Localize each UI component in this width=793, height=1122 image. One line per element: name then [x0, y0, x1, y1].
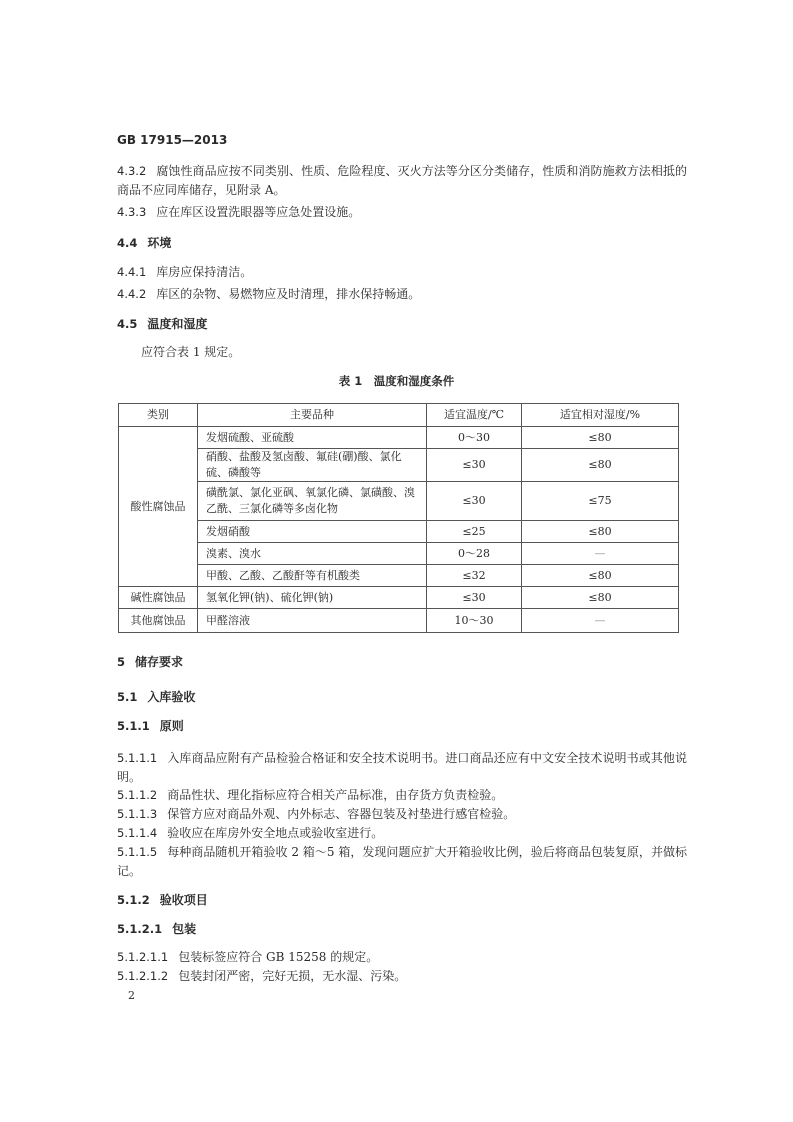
section-title: 包装: [172, 922, 197, 936]
clause-number: 5.1.1.5: [117, 845, 158, 859]
section-number: 5.1.2: [117, 893, 150, 907]
temperature-cell: ≤30: [427, 482, 522, 521]
section-5-1-1-heading: [117, 718, 184, 734]
clause-text: 入库商品应附有产品检验合格证和安全技术说明书。进口商品还应有中文安全技术说明书或其他说明。: [117, 751, 687, 784]
table-row: [119, 521, 679, 543]
humidity-cell: ≤80: [522, 521, 679, 543]
clause-number: 4.3.3: [117, 205, 147, 219]
clause-number: 4.4.1: [117, 265, 147, 279]
clause-5-1-1-3: [117, 806, 515, 822]
item-cell: 甲醛溶液: [198, 609, 427, 633]
header-category: 类别: [119, 404, 198, 427]
clause-number: 5.1.2.1.1: [117, 950, 169, 964]
clause-number: 5.1.1.1: [117, 751, 158, 765]
clause-number: 5.1.1.2: [117, 788, 158, 802]
clause-5-1-2-1-1: [117, 949, 378, 965]
humidity-cell: ≤80: [522, 449, 679, 482]
clause-5-1-1-4: [117, 825, 383, 841]
section-title: 验收项目: [159, 893, 208, 907]
section-5-1-heading: [117, 689, 195, 705]
table-row: [119, 565, 679, 587]
table-caption: 表 1 温度和湿度条件: [338, 374, 455, 388]
humidity-cell: —: [522, 543, 679, 565]
table-row: [119, 482, 679, 521]
clause-4-3-3: [117, 204, 360, 220]
clause-text: 验收应在库房外安全地点或验收室进行。: [167, 826, 384, 840]
clause-text: 库房应保持清洁。: [156, 265, 253, 279]
section-title: 储存要求: [135, 655, 184, 669]
section-4-5-text: 应符合表 1 规定。: [141, 345, 241, 359]
clause-4-4-2: [117, 286, 420, 302]
clause-text: 包装封闭严密，完好无损，无水湿、污染。: [178, 969, 407, 983]
clause-number: 4.4.2: [117, 287, 147, 301]
table-header-row: [119, 404, 679, 427]
humidity-cell: ≤80: [522, 565, 679, 587]
table-row: [119, 427, 679, 449]
section-title: 环境: [147, 236, 172, 250]
temperature-cell: ≤32: [427, 565, 522, 587]
item-cell: 硝酸、盐酸及氢卤酸、氟硅(硼)酸、氯化硫、磷酸等: [198, 449, 427, 482]
item-cell: 磺酰氯、氯化亚砜、氧氯化磷、氯磺酸、溴乙酰、三氯化磷等多卤化物: [198, 482, 427, 521]
clause-number: 4.3.2: [117, 164, 147, 178]
temperature-cell: ≤30: [427, 587, 522, 609]
temperature-cell: ≤25: [427, 521, 522, 543]
clause-5-1-1-5: [117, 843, 687, 881]
page-number: 2: [128, 989, 135, 1002]
section-5-1-2-heading: [117, 892, 208, 908]
category-cell: 其他腐蚀品: [119, 609, 198, 633]
clause-number: 5.1.1.3: [117, 807, 158, 821]
header-humidity: 适宜相对湿度/%: [522, 404, 679, 427]
item-cell: 氢氧化钾(钠)、硫化钾(钠): [198, 587, 427, 609]
clause-5-1-1-1: [117, 749, 687, 787]
section-5-1-2-1-heading: [117, 921, 196, 937]
table-row: [119, 609, 679, 633]
section-4-4-heading: [117, 235, 171, 251]
section-number: 4.4: [117, 236, 138, 250]
table-row: [119, 449, 679, 482]
humidity-cell: ≤75: [522, 482, 679, 521]
humidity-cell: ≤80: [522, 587, 679, 609]
clause-number: 5.1.2.1.2: [117, 969, 169, 983]
section-number: 5.1.2.1: [117, 922, 163, 936]
clause-5-1-1-2: [117, 787, 503, 803]
temperature-cell: 0～30: [427, 427, 522, 449]
humidity-cell: —: [522, 609, 679, 633]
section-number: 4.5: [117, 317, 138, 331]
section-number: 5.1: [117, 690, 138, 704]
table-row: [119, 543, 679, 565]
temperature-cell: 0～28: [427, 543, 522, 565]
clause-text: 商品性状、理化指标应符合相关产品标准，由存货方负责检验。: [167, 788, 504, 802]
clause-5-1-2-1-2: [117, 968, 406, 984]
clause-text: 库区的杂物、易燃物应及时清理，排水保持畅通。: [156, 287, 421, 301]
clause-text: 每种商品随机开箱验收 2 箱～5 箱，发现问题应扩大开箱验收比例，验后将商品包装复原，并做标记。: [117, 845, 687, 878]
category-cell: 酸性腐蚀品: [119, 427, 198, 587]
section-title: 温度和湿度: [147, 317, 208, 331]
section-number: 5: [117, 655, 126, 669]
header-temperature: 适宜温度/℃: [427, 404, 522, 427]
clause-text: 保管方应对商品外观、内外标志、容器包装及衬垫进行感官检验。: [167, 807, 516, 821]
clause-text: 包装标签应符合 GB 15258 的规定。: [178, 950, 379, 964]
item-cell: 发烟硝酸: [198, 521, 427, 543]
clause-4-3-2: [117, 162, 687, 200]
clause-text: 腐蚀性商品应按不同类别、性质、危险程度、灭火方法等分区分类储存，性质和消防施救方法相抵的商品不应同库储存，见附录 A。: [117, 164, 687, 197]
item-cell: 溴素、溴水: [198, 543, 427, 565]
temperature-cell: 10～30: [427, 609, 522, 633]
section-title: 原则: [159, 719, 184, 733]
category-cell: 碱性腐蚀品: [119, 587, 198, 609]
item-cell: 发烟硫酸、亚硫酸: [198, 427, 427, 449]
section-title: 入库验收: [147, 690, 196, 704]
item-cell: 甲酸、乙酸、乙酸酐等有机酸类: [198, 565, 427, 587]
temperature-humidity-table: [118, 403, 679, 633]
clause-text: 应在库区设置洗眼器等应急处置设施。: [156, 205, 361, 219]
table-row: [119, 587, 679, 609]
document-header: GB 17915—2013: [117, 133, 228, 147]
clause-number: 5.1.1.4: [117, 826, 158, 840]
section-number: 5.1.1: [117, 719, 150, 733]
section-5-heading: [117, 654, 183, 670]
humidity-cell: ≤80: [522, 427, 679, 449]
header-item: 主要品种: [198, 404, 427, 427]
clause-4-4-1: [117, 264, 252, 280]
section-4-5-heading: [117, 316, 207, 332]
temperature-cell: ≤30: [427, 449, 522, 482]
